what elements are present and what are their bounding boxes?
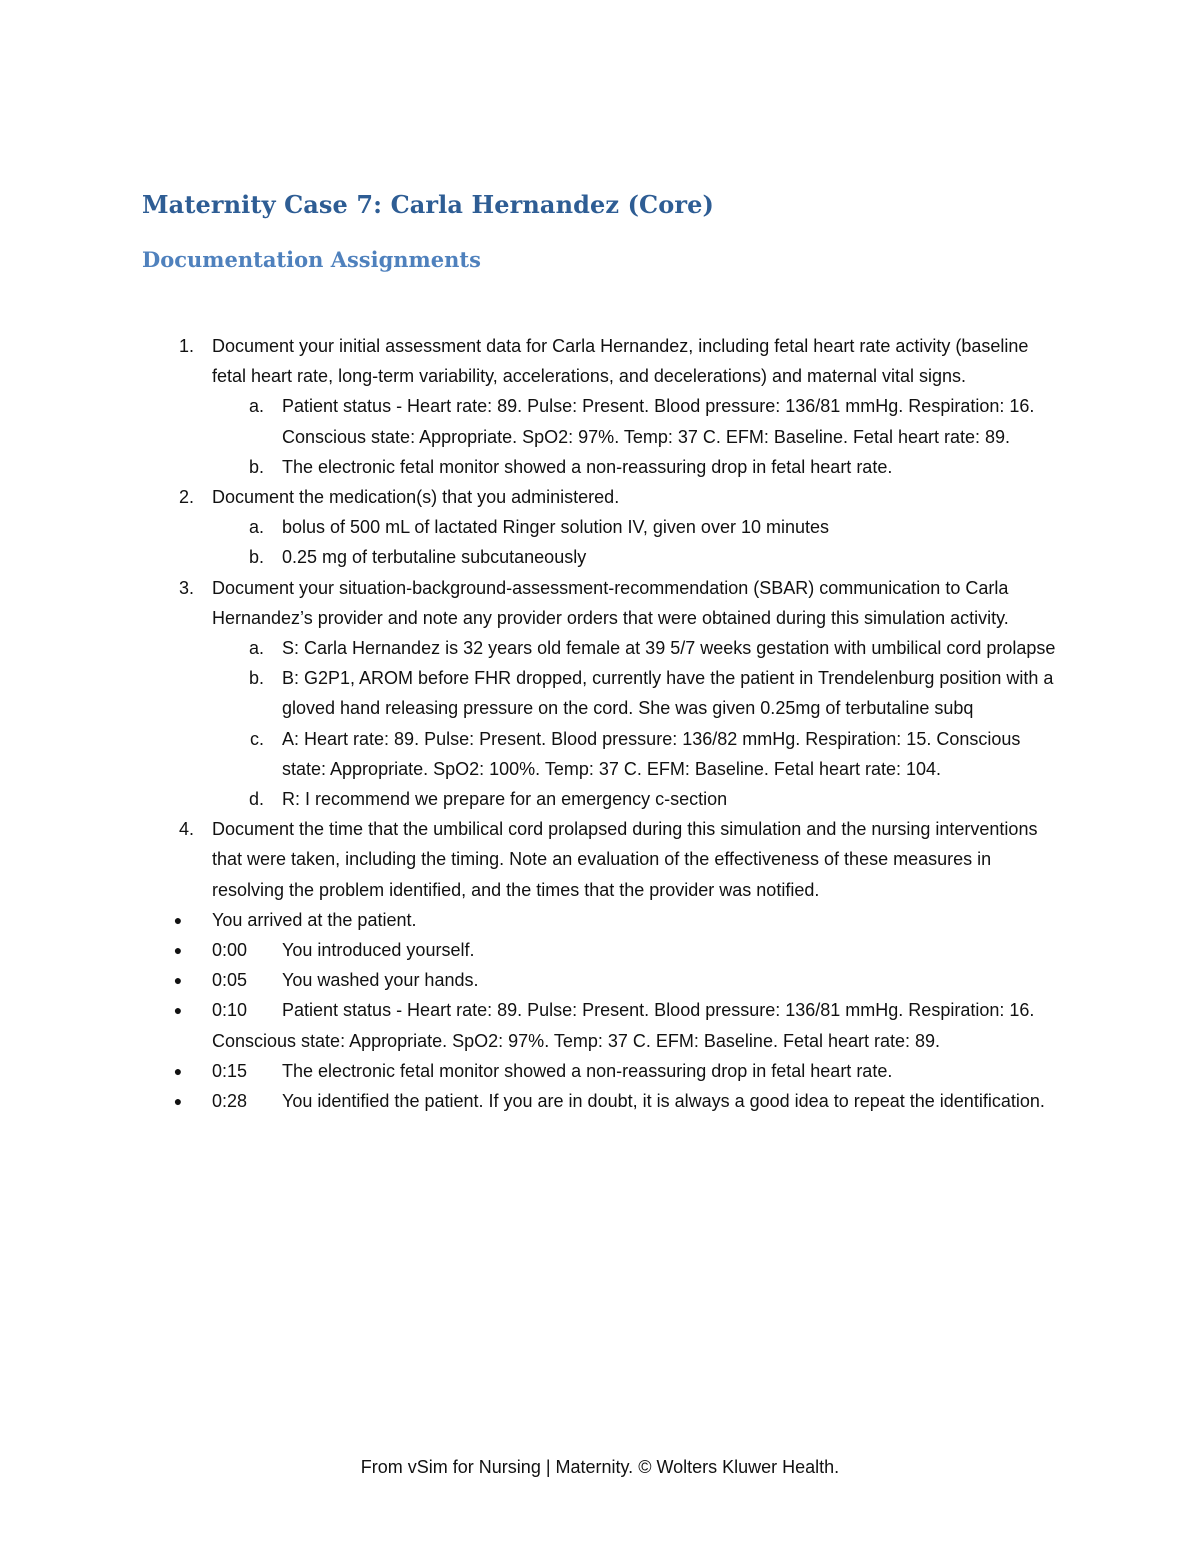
timeline-entry	[0, 965, 1200, 995]
subitem-letter: a.	[248, 638, 264, 659]
timeline-time: 0:28	[212, 1091, 248, 1112]
item-text: Document your initial assessment data for Carla Hernandez, including fetal heart rate activity (baseline fetal heart rate, long-term variability, accelerations, and decelerations) and maternal vital signs.	[212, 336, 1029, 387]
subitem-3a	[0, 633, 1200, 663]
item-text: Document the medication(s) that you administered.	[212, 487, 620, 508]
timeline-entry	[0, 995, 1200, 1055]
timeline-time: 0:00	[212, 940, 248, 961]
subitem-text: The electronic fetal monitor showed a non-reassuring drop in fetal heart rate.	[282, 456, 893, 477]
subitem-text: B: G2P1, AROM before FHR dropped, currently have the patient in Trendelenburg position with a gloved hand releasing pressure on the cord. She was given 0.25mg of terbutaline subq	[282, 668, 1054, 719]
timeline-time: 0:10	[212, 1000, 248, 1021]
bullet-dot-icon: ●	[173, 942, 183, 959]
page-footer: From vSim for Nursing | Maternity. © Wolters Kluwer Health.	[360, 1457, 840, 1477]
subitem-1a	[0, 391, 1200, 451]
subitem-letter: c.	[249, 728, 264, 749]
timeline-entry	[0, 905, 1200, 935]
section-heading: Documentation Assignments	[142, 247, 481, 272]
timeline-time: 0:05	[212, 970, 248, 991]
item-number: 1.	[178, 336, 194, 356]
subitem-text: A: Heart rate: 89. Pulse: Present. Blood pressure: 136/82 mmHg. Respiration: 15. Conscious state: Appropriate. SpO2: 100%. Temp: 37 C. EFM: Baseline. Fetal heart rate: 104.	[282, 728, 1021, 779]
subitem-2a	[0, 512, 1200, 542]
subitem-letter: b.	[248, 547, 264, 568]
timeline-event: You introduced yourself.	[282, 940, 475, 961]
timeline-entry	[0, 1056, 1200, 1086]
subitem-2b	[0, 542, 1200, 572]
subitem-3b	[0, 663, 1200, 723]
item-text: Document the time that the umbilical cord prolapsed during this simulation and the nursing interventions that were taken, including the timing. Note an evaluation of the effectiveness of these measures in resolving the problem identified, and the times that the provider was notified.	[212, 819, 1038, 900]
bullet-dot-icon: ●	[173, 911, 183, 928]
subitem-letter: a.	[248, 396, 264, 417]
timeline-event: Patient status - Heart rate: 89. Pulse: Present. Blood pressure: 136/81 mmHg. Respiration: 16. Conscious state: Appropriate. SpO2: 97%. Temp: 37 C. EFM: Baseline. Fetal heart rate: 89.	[212, 1000, 1035, 1051]
item-number: 4.	[178, 819, 194, 840]
timeline-event: The electronic fetal monitor showed a non-reassuring drop in fetal heart rate.	[282, 1060, 893, 1081]
assignment-item-4	[0, 814, 1200, 905]
bullet-dot-icon: ●	[173, 1093, 183, 1110]
subitem-3c	[0, 724, 1200, 784]
timeline-entry	[0, 1086, 1200, 1116]
assignment-item-3	[0, 573, 1200, 633]
timeline-event: You identified the patient. If you are in doubt, it is always a good idea to repeat the identification.	[282, 1091, 1045, 1112]
subitem-text: Patient status - Heart rate: 89. Pulse: Present. Blood pressure: 136/81 mmHg. Respiration: 16. Conscious state: Appropriate. SpO2: 97%. Temp: 37 C. EFM: Baseline. Fetal heart rate: 89.	[282, 396, 1035, 447]
subitem-letter: b.	[248, 668, 264, 689]
assignment-item-1	[0, 331, 1200, 391]
subitem-letter: a.	[248, 517, 264, 538]
subitem-1b	[0, 452, 1200, 482]
subitem-3d	[0, 784, 1200, 814]
item-text: Document your situation-background-assessment-recommendation (SBAR) communication to Carla Hernandez’s provider and note any provider orders that were obtained during this simulation activity.	[212, 577, 1009, 628]
assignment-item-2	[0, 482, 1200, 512]
timeline-time: 0:15	[212, 1060, 248, 1081]
timeline-event: You washed your hands.	[282, 970, 479, 991]
item-number: 3.	[178, 577, 194, 598]
timeline-event: You arrived at the patient.	[212, 909, 417, 930]
subitem-text: 0.25 mg of terbutaline subcutaneously	[282, 547, 587, 568]
bullet-dot-icon: ●	[173, 1002, 183, 1019]
bullet-dot-icon: ●	[173, 972, 183, 989]
subitem-letter: d.	[248, 789, 264, 810]
subitem-letter: b.	[248, 456, 264, 477]
timeline-entry	[0, 935, 1200, 965]
assignment-list	[0, 331, 1200, 1116]
item-number: 2.	[178, 487, 194, 508]
subitem-text: bolus of 500 mL of lactated Ringer solution IV, given over 10 minutes	[282, 517, 829, 538]
bullet-dot-icon: ●	[173, 1062, 183, 1079]
subitem-text: S: Carla Hernandez is 32 years old female at 39 5/7 weeks gestation with umbilical cord prolapse	[282, 638, 1056, 659]
subitem-text: R: I recommend we prepare for an emergency c-section	[282, 789, 728, 810]
document-title: Maternity Case 7: Carla Hernandez (Core)	[142, 190, 714, 219]
